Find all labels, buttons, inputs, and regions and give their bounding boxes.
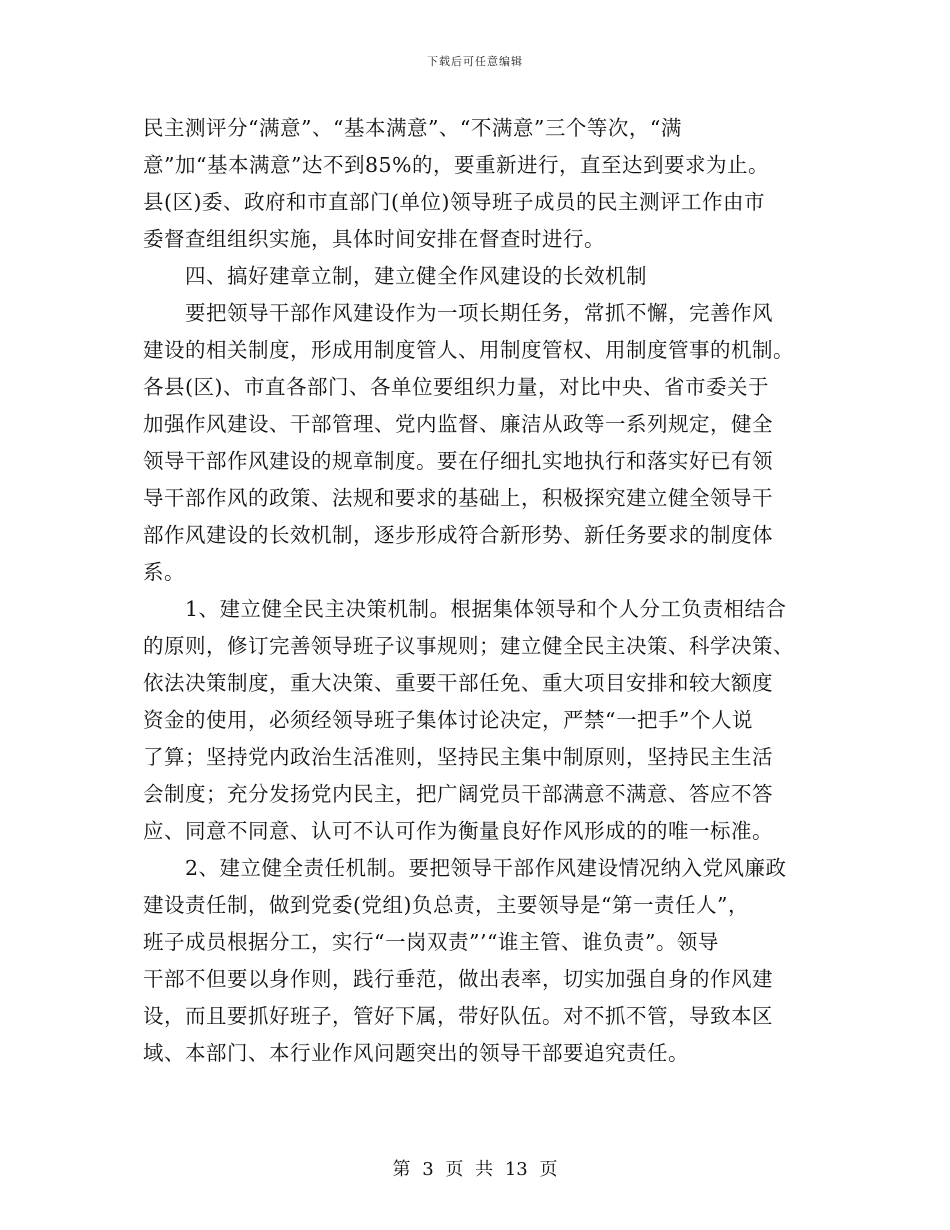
text-line: 2、建立健全责任机制。要把领导干部作风建设情况纳入党风廉政 <box>185 856 787 880</box>
text-line: 班子成员根据分工，实行“一岗双责”’“谁主管、谁负责”。领导 <box>143 930 719 954</box>
text-line: 依法决策制度，重大决策、重要干部任免、重大项目安排和较大额度 <box>143 671 773 695</box>
text-line: 导干部作风的政策、法规和要求的基础上，积极探究建立健全领导干 <box>143 486 773 510</box>
text-line: 民主测评分“满意”、“基本满意”、“不满意”三个等次，“满 <box>143 116 682 140</box>
page-number: 第 3 页 共 13 页 <box>392 1159 558 1180</box>
text-line: 资金的使用，必须经领导班子集体讨论决定，严禁“一把手”个人说 <box>143 708 753 732</box>
text-line: 加强作风建设、干部管理、党内监督、廉洁从政等一系列规定，健全 <box>143 412 773 436</box>
text-line: 会制度；充分发扬党内民主，把广阔党员干部满意不满意、答应不答 <box>143 782 773 806</box>
text-line: 领导干部作风建设的规章制度。要在仔细扎实地执行和落实好已有领 <box>143 449 773 473</box>
text-line: 县(区)委、政府和市直部门(单位)领导班子成员的民主测评工作由市 <box>143 190 765 214</box>
text-line: 了算；坚持党内政治生活准则，坚持民主集中制原则，坚持民主生活 <box>143 745 773 769</box>
text-line: 建设责任制，做到党委(党组)负总责，主要领导是“第一责任人”， <box>143 893 749 917</box>
document-body <box>143 110 813 1072</box>
text-line: 设，而且要抓好班子，管好下属，带好队伍。对不抓不管，导致本区 <box>143 1004 773 1028</box>
text-line: 意”加“基本满意”达不到85%的，要重新进行，直至达到要求为止。 <box>143 153 770 177</box>
text-line: 委督查组组织实施，具体时间安排在督查时进行。 <box>143 227 605 251</box>
page-header: 下载后可任意编辑 <box>427 55 523 68</box>
text-line: 1、建立健全民主决策机制。根据集体领导和个人分工负责相结合 <box>185 597 787 621</box>
text-line: 建设的相关制度，形成用制度管人、用制度管权、用制度管事的机制。 <box>143 338 794 362</box>
text-line: 系。 <box>143 560 185 584</box>
text-line: 域、本部门、本行业作风问题突出的领导干部要追究责任。 <box>143 1041 689 1065</box>
text-line: 应、同意不同意、认可不认可作为衡量良好作风形成的的唯一标准。 <box>143 819 773 843</box>
text-line: 各县(区)、市直各部门、各单位要组织力量，对比中央、省市委关于 <box>143 375 769 399</box>
text-line: 要把领导干部作风建设作为一项长期任务，常抓不懈，完善作风 <box>185 301 773 325</box>
text-line: 干部不但要以身作则，践行垂范，做出表率，切实加强自身的作风建 <box>143 967 773 991</box>
text-line: 的原则，修订完善领导班子议事规则；建立健全民主决策、科学决策、 <box>143 634 794 658</box>
section-heading: 四、搞好建章立制，建立健全作风建设的长效机制 <box>185 264 647 288</box>
text-line: 部作风建设的长效机制，逐步形成符合新形势、新任务要求的制度体 <box>143 523 773 547</box>
